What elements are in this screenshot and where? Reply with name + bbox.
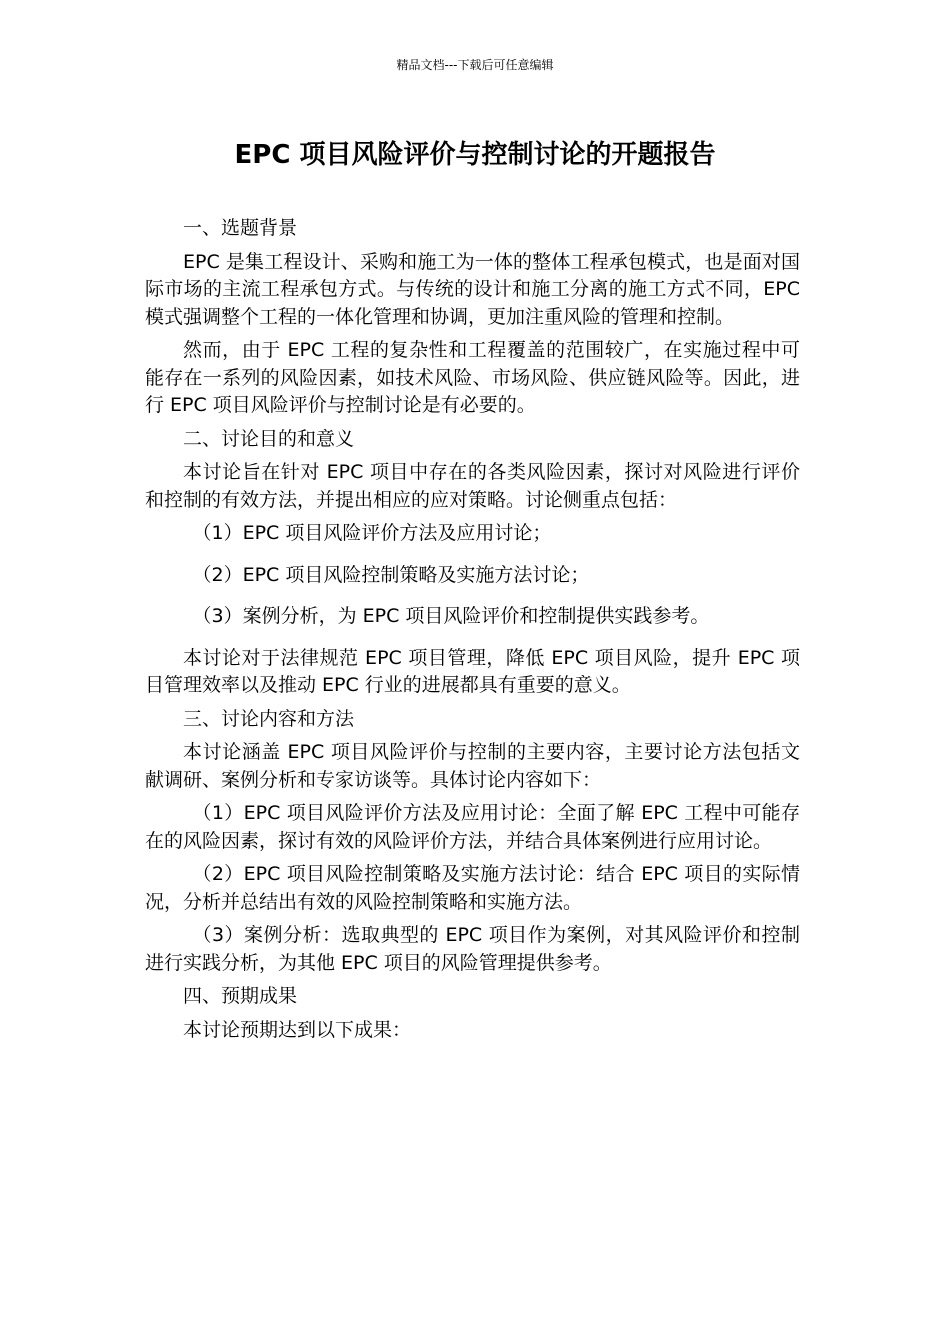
section-heading-purpose: 二、讨论目的和意义	[183, 427, 355, 450]
section-heading-background: 一、选题背景	[183, 217, 298, 239]
paragraph-epc-risks: 然而，由于 EPC 工程的复杂性和工程覆盖的范围较广，在实施过程中可能存在一系列的风险因素，如技术风险、市场风险、供应链风险等。因此，进行 EPC 项目风险评价与控制讨论是有必要的。	[145, 339, 800, 416]
section-heading-content-methods: 三、讨论内容和方法	[183, 707, 355, 730]
list-item-content-3: （3）案例分析：选取典型的 EPC 项目作为案例，对其风险评价和控制进行实践分析，为其他 EPC 项目的风险管理提供参考。	[145, 924, 800, 974]
paragraph-epc-intro: EPC 是集工程设计、采购和施工为一体的整体工程承包模式，也是面对国际市场的主流工程承包方式。与传统的设计和施工分离的施工方式不同，EPC 模式强调整个工程的一体化管理和协调，更加注重风险的管理和控制。	[145, 250, 800, 328]
document-title: EPC 项目风险评价与控制讨论的开题报告	[234, 140, 716, 170]
list-item-focus-3: （3）案例分析，为 EPC 项目风险评价和控制提供实践参考。	[192, 605, 710, 627]
list-item-content-2: （2）EPC 项目风险控制策略及实施方法讨论：结合 EPC 项目的实际情况，分析并总结出有效的风险控制策略和实施方法。	[145, 863, 800, 913]
paragraph-significance: 本讨论对于法律规范 EPC 项目管理，降低 EPC 项目风险，提升 EPC 项目管理效率以及推动 EPC 行业的进展都具有重要的意义。	[145, 646, 800, 696]
list-item-content-1: （1）EPC 项目风险评价方法及应用讨论：全面了解 EPC 工程中可能存在的风险因素，探讨有效的风险评价方法，并结合具体案例进行应用讨论。	[145, 802, 800, 852]
document-body	[145, 215, 800, 1050]
page-header: 精品文档---下载后可任意编辑	[396, 58, 554, 72]
paragraph-purpose: 本讨论旨在针对 EPC 项目中存在的各类风险因素，探讨对风险进行评价和控制的有效方法，并提出相应的应对策略。讨论侧重点包括：	[145, 461, 800, 511]
section-heading-expected-results: 四、预期成果	[183, 985, 298, 1007]
list-item-focus-1: （1）EPC 项目风险评价方法及应用讨论；	[192, 522, 552, 544]
list-item-focus-2: （2）EPC 项目风险控制策略及实施方法讨论；	[192, 563, 590, 586]
paragraph-content-methods: 本讨论涵盖 EPC 项目风险评价与控制的主要内容，主要讨论方法包括文献调研、案例分析和专家访谈等。具体讨论内容如下：	[145, 741, 800, 791]
paragraph-expected-results: 本讨论预期达到以下成果：	[183, 1018, 412, 1041]
